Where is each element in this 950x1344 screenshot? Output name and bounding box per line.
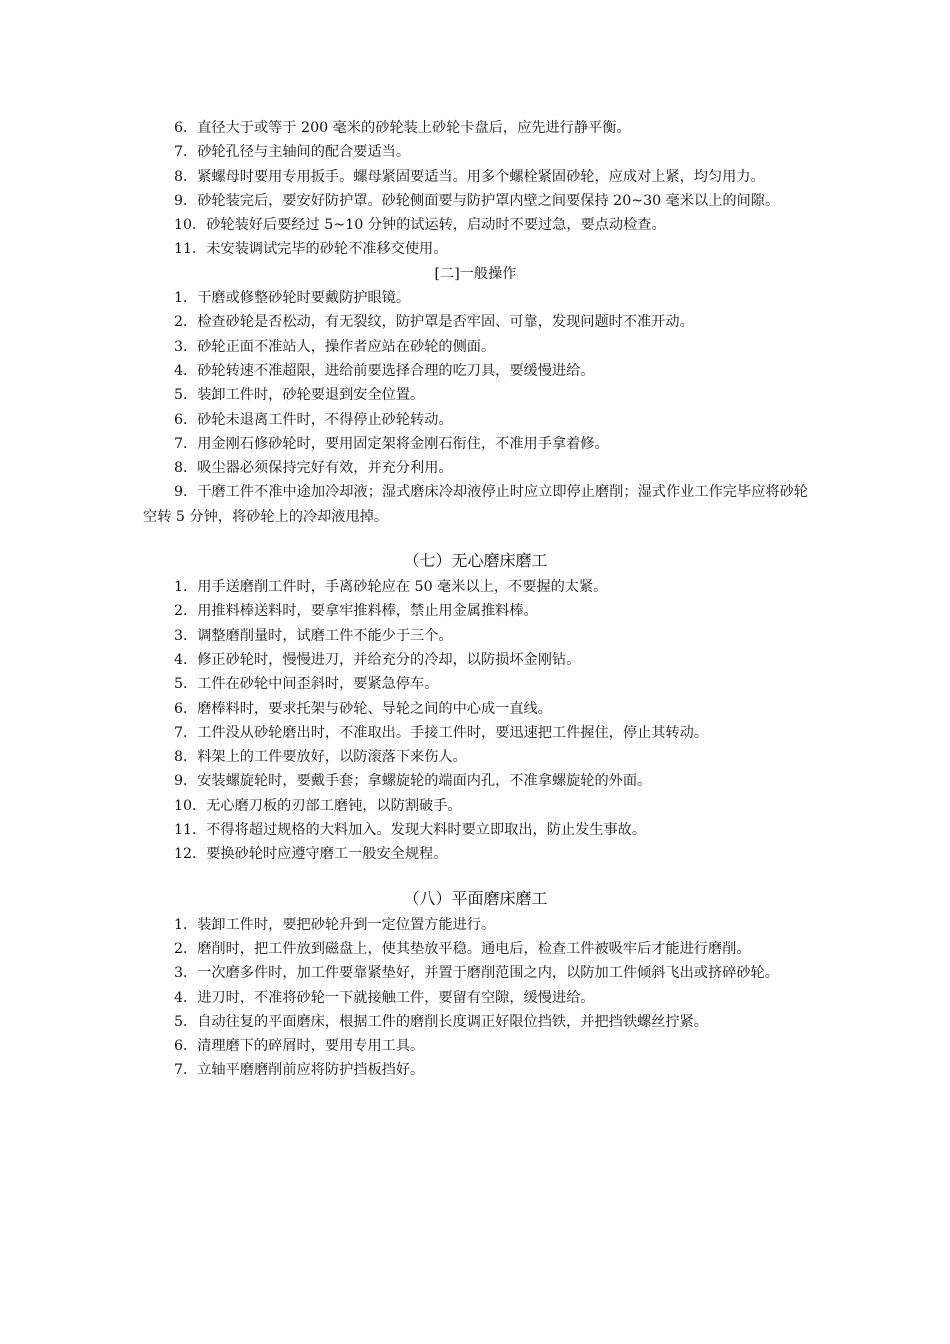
rule-item: 8．吸尘器必须保持完好有效，并充分利用。 — [174, 460, 453, 477]
rule-item: 7．用金刚石修砂轮时，要用固定架将金刚石衔住，不准用手拿着修。 — [174, 435, 609, 452]
rule-item: 8．紧螺母时要用专用扳手。螺母紧固要适当。用多个螺栓紧固砂轮，应成对上紧，均匀用力。 — [174, 168, 765, 185]
rule-item: 4．砂轮转速不准超限，进给前要选择合理的吃刀具，要缓慢进给。 — [174, 362, 595, 379]
rule-item: 7．工件没从砂轮磨出时，不准取出。手接工件时，要迅速把工件握住，停止其转动。 — [174, 724, 708, 741]
section-7-heading: （七）无心磨床磨工 — [403, 551, 548, 571]
centerless-grinder-rules — [143, 575, 808, 867]
rule-item: 1．干磨或修整砂轮时要戴防护眼镜。 — [174, 290, 411, 307]
rule-item: 7．砂轮孔径与主轴间的配合要适当。 — [174, 144, 411, 161]
rule-item: 11．未安装调试完毕的砂轮不准移交使用。 — [174, 241, 448, 258]
surface-grinder-rules — [143, 913, 808, 1083]
rule-item: 6．直径大于或等于 200 毫米的砂轮装上砂轮卡盘后，应先进行静平衡。 — [174, 120, 631, 136]
rule-item: 12．要换砂轮时应遵守磨工一般安全规程。 — [174, 846, 448, 863]
rule-item: 4．修正砂轮时，慢慢进刀，并给充分的冷却，以防损坏金刚钻。 — [174, 651, 581, 668]
rule-item: 6．砂轮未退离工件时，不得停止砂轮转动。 — [174, 411, 453, 428]
rule-item: 4．进刀时，不准将砂轮一下就接触工件，要留有空隙，缓慢进给。 — [174, 989, 595, 1006]
rule-item: 5．装卸工件时，砂轮要退到安全位置。 — [174, 387, 425, 404]
rule-item: 5．工件在砂轮中间歪斜时，要紧急停车。 — [174, 676, 439, 693]
rule-item: 2．用推料棒送料时，要拿牢推料棒，禁止用金属推料棒。 — [174, 603, 538, 620]
rule-item: 10．砂轮装好后要经过 5~10 分钟的试运转，启动时不要过急，要点动检查。 — [174, 217, 666, 234]
rule-item: 9．砂轮装完后，要安好防护罩。砂轮侧面要与防护罩内壁之间要保持 20~30 毫米以上的间隙。 — [174, 192, 780, 209]
rule-item: 11．不得将超过规格的大料加入。发现大料时要立即取出，防止发生事故。 — [174, 822, 647, 839]
section-8-heading: （八）平面磨床磨工 — [403, 888, 548, 908]
rule-item: 3．砂轮正面不准站人，操作者应站在砂轮的侧面。 — [174, 338, 496, 355]
general-operation-rules — [143, 286, 808, 529]
rule-item: 6．磨棒料时，要求托架与砂轮、导轮之间的中心成一直线。 — [174, 700, 552, 717]
rule-item: 3．调整磨削量时，试磨工件不能少于三个。 — [174, 627, 453, 644]
rule-item: 3．一次磨多件时，加工件要靠紧垫好，并置于磨削范围之内，以防加工件倾斜飞出或挤碎砂轮。 — [174, 965, 779, 982]
rule-item: 2．磨削时，把工件放到磁盘上，使其垫放平稳。通电后，检查工件被吸牢后才能进行磨削。 — [174, 940, 751, 957]
wheel-installation-rules — [143, 116, 808, 262]
rule-item: 1．用手送磨削工件时，手离砂轮应在 50 毫米以上，不要握的太紧。 — [174, 579, 608, 596]
document-page — [143, 116, 808, 1083]
rule-item: 7．立轴平磨磨削前应将防护挡板挡好。 — [174, 1062, 425, 1079]
rule-item: 10．无心磨刀板的刃部工磨钝，以防割破手。 — [174, 797, 462, 814]
rule-item: 1．装卸工件时，要把砂轮升到一定位置方能进行。 — [174, 916, 496, 933]
rule-item: 6．清理磨下的碎屑时，要用专用工具。 — [174, 1038, 425, 1055]
rule-item: 8．料架上的工件要放好，以防滚落下来伤人。 — [174, 749, 467, 766]
rule-item: 9．安装螺旋轮时，要戴手套；拿螺旋轮的端面内孔，不准拿螺旋轮的外面。 — [174, 773, 652, 790]
general-operation-heading: [二]一般操作 — [434, 265, 517, 282]
rule-item: 9．干磨工件不准中途加冷却液；湿式磨床冷却液停止时应立即停止磨削；湿式作业工作完毕应将砂轮空转 5 分钟，将砂轮上的冷却液甩掉。 — [143, 484, 808, 525]
rule-item: 5．自动往复的平面磨床，根据工件的磨削长度调正好限位挡铁，并把挡铁螺丝拧紧。 — [174, 1013, 708, 1030]
rule-item: 2．检查砂轮是否松动，有无裂纹，防护罩是否牢固、可靠，发现问题时不准开动。 — [174, 314, 694, 331]
